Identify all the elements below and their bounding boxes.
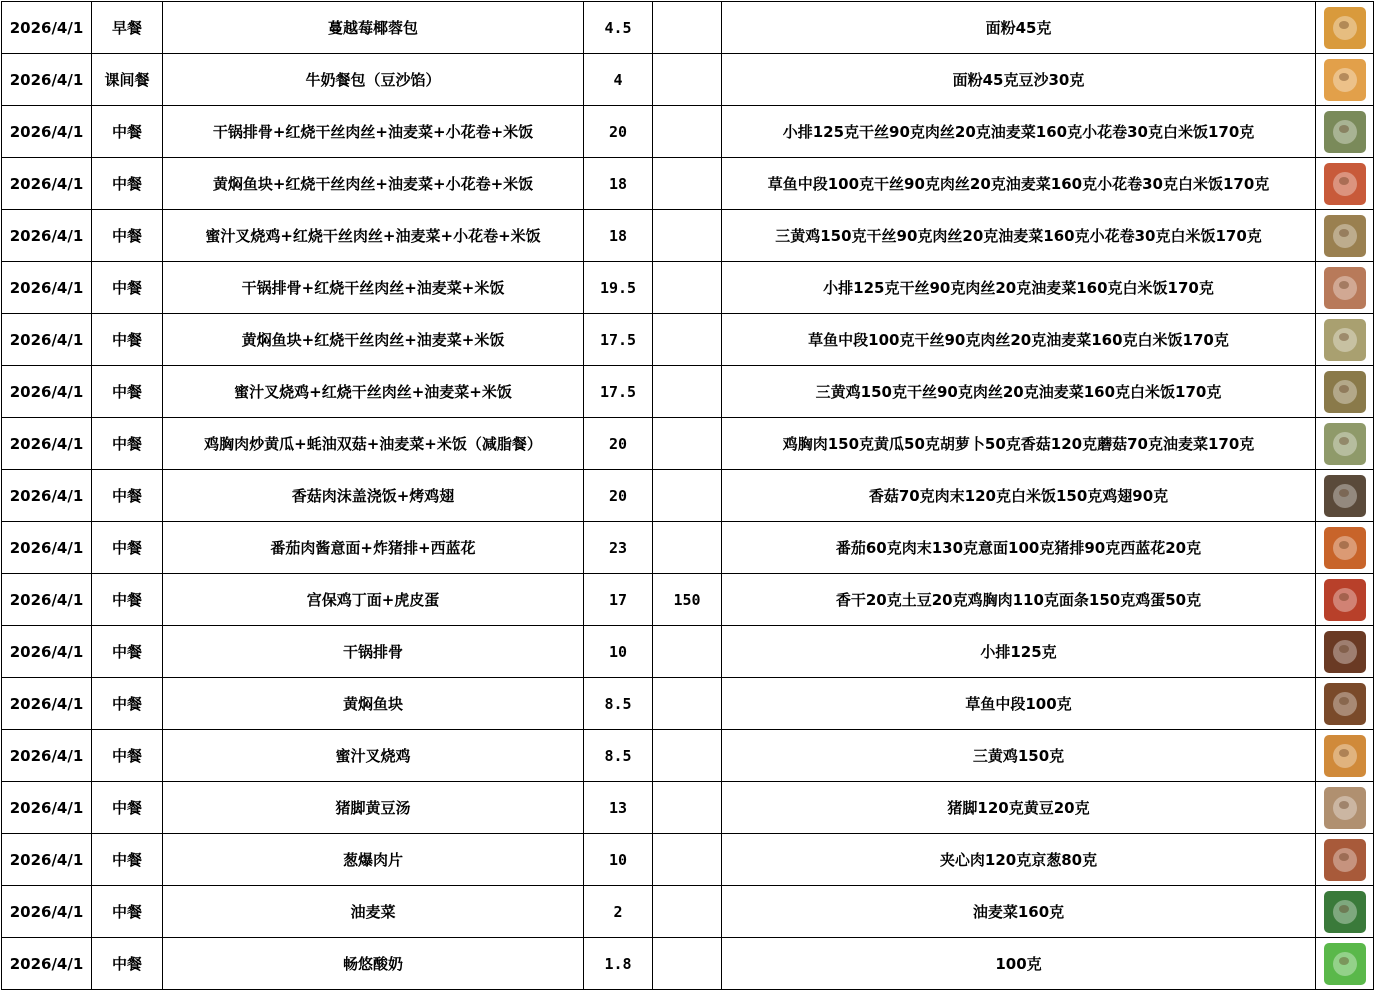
food-photo-icon <box>1324 475 1366 517</box>
dish-name-cell: 蔓越莓椰蓉包 <box>163 2 584 54</box>
table-row <box>2 470 1374 522</box>
dish-name-cell: 番茄肉酱意面+炸猪排+西蓝花 <box>163 522 584 574</box>
table-row <box>2 158 1374 210</box>
food-photo-icon <box>1324 215 1366 257</box>
price-cell: 18 <box>584 158 653 210</box>
extra-value-cell <box>653 158 722 210</box>
dish-name-cell: 黄焖鱼块+红烧干丝肉丝+油麦菜+米饭 <box>163 314 584 366</box>
food-photo-icon <box>1324 839 1366 881</box>
date-cell: 2026/4/1 <box>2 678 92 730</box>
extra-value-cell <box>653 314 722 366</box>
food-photo-cell <box>1316 782 1374 834</box>
price-cell: 2 <box>584 886 653 938</box>
ingredients-cell: 鸡胸肉150克黄瓜50克胡萝卜50克香菇120克蘑菇70克油麦菜170克 <box>722 418 1316 470</box>
date-cell: 2026/4/1 <box>2 470 92 522</box>
food-photo-cell <box>1316 470 1374 522</box>
price-cell: 8.5 <box>584 678 653 730</box>
extra-value-cell <box>653 262 722 314</box>
food-photo-icon <box>1324 319 1366 361</box>
food-photo-cell <box>1316 834 1374 886</box>
table-row <box>2 418 1374 470</box>
food-photo-icon <box>1324 683 1366 725</box>
dish-name-cell: 香菇肉沫盖浇饭+烤鸡翅 <box>163 470 584 522</box>
ingredients-cell: 小排125克干丝90克肉丝20克油麦菜160克白米饭170克 <box>722 262 1316 314</box>
food-photo-icon <box>1324 111 1366 153</box>
price-cell: 20 <box>584 106 653 158</box>
extra-value-cell <box>653 418 722 470</box>
menu-table-body <box>2 2 1374 990</box>
extra-value-cell <box>653 678 722 730</box>
extra-value-cell <box>653 366 722 418</box>
ingredients-cell: 草鱼中段100克 <box>722 678 1316 730</box>
table-row <box>2 366 1374 418</box>
dish-name-cell: 牛奶餐包（豆沙馅） <box>163 54 584 106</box>
dish-name-cell: 干锅排骨+红烧干丝肉丝+油麦菜+小花卷+米饭 <box>163 106 584 158</box>
food-photo-cell <box>1316 2 1374 54</box>
meal-type-cell: 早餐 <box>92 2 163 54</box>
ingredients-cell: 100克 <box>722 938 1316 990</box>
extra-value-cell <box>653 2 722 54</box>
meal-type-cell: 中餐 <box>92 262 163 314</box>
date-cell: 2026/4/1 <box>2 522 92 574</box>
food-photo-icon <box>1324 579 1366 621</box>
food-photo-cell <box>1316 730 1374 782</box>
meal-type-cell: 中餐 <box>92 210 163 262</box>
table-row <box>2 262 1374 314</box>
date-cell: 2026/4/1 <box>2 54 92 106</box>
date-cell: 2026/4/1 <box>2 366 92 418</box>
food-photo-cell <box>1316 678 1374 730</box>
table-row <box>2 210 1374 262</box>
meal-type-cell: 中餐 <box>92 470 163 522</box>
date-cell: 2026/4/1 <box>2 2 92 54</box>
ingredients-cell: 夹心肉120克京葱80克 <box>722 834 1316 886</box>
price-cell: 10 <box>584 626 653 678</box>
food-photo-icon <box>1324 631 1366 673</box>
extra-value-cell <box>653 730 722 782</box>
food-photo-cell <box>1316 366 1374 418</box>
food-photo-cell <box>1316 886 1374 938</box>
food-photo-cell <box>1316 574 1374 626</box>
table-row <box>2 522 1374 574</box>
table-row <box>2 834 1374 886</box>
table-row <box>2 938 1374 990</box>
table-row <box>2 574 1374 626</box>
price-cell: 4 <box>584 54 653 106</box>
price-cell: 18 <box>584 210 653 262</box>
extra-value-cell <box>653 834 722 886</box>
meal-type-cell: 中餐 <box>92 886 163 938</box>
food-photo-cell <box>1316 522 1374 574</box>
price-cell: 20 <box>584 470 653 522</box>
ingredients-cell: 三黄鸡150克 <box>722 730 1316 782</box>
extra-value-cell <box>653 782 722 834</box>
date-cell: 2026/4/1 <box>2 886 92 938</box>
date-cell: 2026/4/1 <box>2 574 92 626</box>
meal-type-cell: 中餐 <box>92 678 163 730</box>
food-photo-icon <box>1324 59 1366 101</box>
date-cell: 2026/4/1 <box>2 314 92 366</box>
date-cell: 2026/4/1 <box>2 106 92 158</box>
dish-name-cell: 畅悠酸奶 <box>163 938 584 990</box>
meal-type-cell: 中餐 <box>92 106 163 158</box>
price-cell: 8.5 <box>584 730 653 782</box>
meal-type-cell: 中餐 <box>92 730 163 782</box>
food-photo-icon <box>1324 787 1366 829</box>
food-photo-cell <box>1316 314 1374 366</box>
dish-name-cell: 黄焖鱼块+红烧干丝肉丝+油麦菜+小花卷+米饭 <box>163 158 584 210</box>
date-cell: 2026/4/1 <box>2 938 92 990</box>
table-row <box>2 54 1374 106</box>
food-photo-icon <box>1324 423 1366 465</box>
meal-type-cell: 中餐 <box>92 522 163 574</box>
meal-type-cell: 中餐 <box>92 418 163 470</box>
table-row <box>2 730 1374 782</box>
food-photo-cell <box>1316 106 1374 158</box>
ingredients-cell: 小排125克 <box>722 626 1316 678</box>
price-cell: 17.5 <box>584 314 653 366</box>
price-cell: 1.8 <box>584 938 653 990</box>
date-cell: 2026/4/1 <box>2 158 92 210</box>
extra-value-cell <box>653 886 722 938</box>
extra-value-cell <box>653 522 722 574</box>
ingredients-cell: 三黄鸡150克干丝90克肉丝20克油麦菜160克白米饭170克 <box>722 366 1316 418</box>
date-cell: 2026/4/1 <box>2 418 92 470</box>
meal-type-cell: 中餐 <box>92 938 163 990</box>
price-cell: 13 <box>584 782 653 834</box>
meal-type-cell: 中餐 <box>92 782 163 834</box>
food-photo-icon <box>1324 267 1366 309</box>
dish-name-cell: 干锅排骨+红烧干丝肉丝+油麦菜+米饭 <box>163 262 584 314</box>
ingredients-cell: 香菇70克肉末120克白米饭150克鸡翅90克 <box>722 470 1316 522</box>
food-photo-icon <box>1324 7 1366 49</box>
date-cell: 2026/4/1 <box>2 626 92 678</box>
food-photo-icon <box>1324 527 1366 569</box>
extra-value-cell <box>653 54 722 106</box>
ingredients-cell: 面粉45克豆沙30克 <box>722 54 1316 106</box>
price-cell: 19.5 <box>584 262 653 314</box>
meal-type-cell: 中餐 <box>92 314 163 366</box>
extra-value-cell: 150 <box>653 574 722 626</box>
price-cell: 23 <box>584 522 653 574</box>
dish-name-cell: 蜜汁叉烧鸡 <box>163 730 584 782</box>
date-cell: 2026/4/1 <box>2 730 92 782</box>
ingredients-cell: 番茄60克肉末130克意面100克猪排90克西蓝花20克 <box>722 522 1316 574</box>
ingredients-cell: 三黄鸡150克干丝90克肉丝20克油麦菜160克小花卷30克白米饭170克 <box>722 210 1316 262</box>
dish-name-cell: 蜜汁叉烧鸡+红烧干丝肉丝+油麦菜+米饭 <box>163 366 584 418</box>
dish-name-cell: 油麦菜 <box>163 886 584 938</box>
meal-type-cell: 中餐 <box>92 366 163 418</box>
price-cell: 4.5 <box>584 2 653 54</box>
table-row <box>2 106 1374 158</box>
ingredients-cell: 猪脚120克黄豆20克 <box>722 782 1316 834</box>
food-photo-cell <box>1316 626 1374 678</box>
meal-type-cell: 中餐 <box>92 158 163 210</box>
table-row <box>2 626 1374 678</box>
price-cell: 20 <box>584 418 653 470</box>
food-photo-icon <box>1324 735 1366 777</box>
ingredients-cell: 面粉45克 <box>722 2 1316 54</box>
extra-value-cell <box>653 626 722 678</box>
table-row <box>2 782 1374 834</box>
food-photo-icon <box>1324 163 1366 205</box>
food-photo-cell <box>1316 418 1374 470</box>
table-row <box>2 314 1374 366</box>
meal-type-cell: 中餐 <box>92 574 163 626</box>
extra-value-cell <box>653 470 722 522</box>
dish-name-cell: 猪脚黄豆汤 <box>163 782 584 834</box>
ingredients-cell: 草鱼中段100克干丝90克肉丝20克油麦菜160克小花卷30克白米饭170克 <box>722 158 1316 210</box>
food-photo-cell <box>1316 54 1374 106</box>
dish-name-cell: 黄焖鱼块 <box>163 678 584 730</box>
price-cell: 17 <box>584 574 653 626</box>
date-cell: 2026/4/1 <box>2 834 92 886</box>
ingredients-cell: 油麦菜160克 <box>722 886 1316 938</box>
extra-value-cell <box>653 106 722 158</box>
meal-type-cell: 课间餐 <box>92 54 163 106</box>
table-row <box>2 678 1374 730</box>
dish-name-cell: 干锅排骨 <box>163 626 584 678</box>
price-cell: 17.5 <box>584 366 653 418</box>
date-cell: 2026/4/1 <box>2 782 92 834</box>
meal-type-cell: 中餐 <box>92 834 163 886</box>
dish-name-cell: 蜜汁叉烧鸡+红烧干丝肉丝+油麦菜+小花卷+米饭 <box>163 210 584 262</box>
date-cell: 2026/4/1 <box>2 262 92 314</box>
dish-name-cell: 宫保鸡丁面+虎皮蛋 <box>163 574 584 626</box>
food-photo-icon <box>1324 891 1366 933</box>
dish-name-cell: 鸡胸肉炒黄瓜+蚝油双菇+油麦菜+米饭（减脂餐） <box>163 418 584 470</box>
menu-table <box>1 1 1374 990</box>
food-photo-cell <box>1316 262 1374 314</box>
extra-value-cell <box>653 938 722 990</box>
food-photo-icon <box>1324 371 1366 413</box>
date-cell: 2026/4/1 <box>2 210 92 262</box>
price-cell: 10 <box>584 834 653 886</box>
table-row <box>2 886 1374 938</box>
food-photo-cell <box>1316 210 1374 262</box>
food-photo-icon <box>1324 943 1366 985</box>
food-photo-cell <box>1316 938 1374 990</box>
ingredients-cell: 香干20克土豆20克鸡胸肉110克面条150克鸡蛋50克 <box>722 574 1316 626</box>
meal-type-cell: 中餐 <box>92 626 163 678</box>
table-row <box>2 2 1374 54</box>
food-photo-cell <box>1316 158 1374 210</box>
ingredients-cell: 草鱼中段100克干丝90克肉丝20克油麦菜160克白米饭170克 <box>722 314 1316 366</box>
extra-value-cell <box>653 210 722 262</box>
dish-name-cell: 葱爆肉片 <box>163 834 584 886</box>
ingredients-cell: 小排125克干丝90克肉丝20克油麦菜160克小花卷30克白米饭170克 <box>722 106 1316 158</box>
